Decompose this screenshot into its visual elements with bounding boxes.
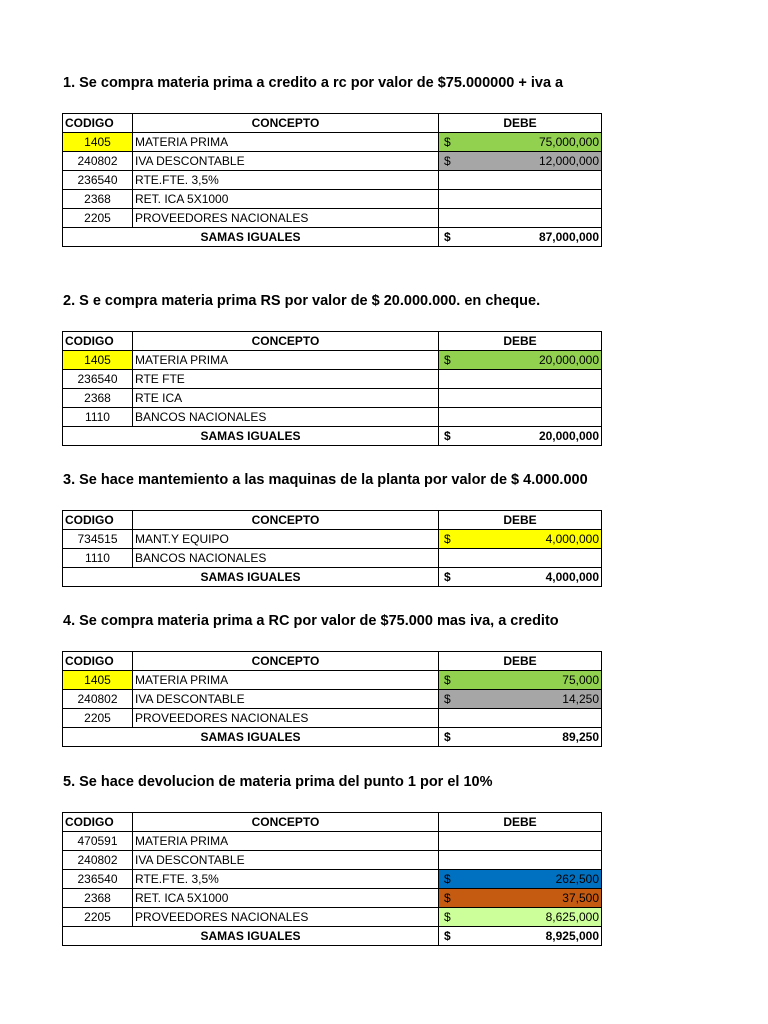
- code-cell[interactable]: 240802: [63, 152, 133, 171]
- total-cell[interactable]: [439, 228, 602, 247]
- debe-cell[interactable]: [439, 209, 602, 228]
- table-header-row: [63, 114, 602, 133]
- table-header-row: [63, 813, 602, 832]
- debe-cell[interactable]: [439, 889, 602, 908]
- concept-cell[interactable]: MATERIA PRIMA: [133, 832, 439, 851]
- concept-cell[interactable]: RET. ICA 5X1000: [133, 889, 439, 908]
- ledger-table-5: [62, 812, 602, 946]
- code-cell[interactable]: 1110: [63, 408, 133, 427]
- currency-symbol: $: [444, 570, 451, 584]
- table-header-row: [63, 652, 602, 671]
- debe-value: 8,625,000: [545, 910, 599, 924]
- header-codigo[interactable]: CODIGO: [63, 114, 133, 133]
- debe-value: 262,500: [555, 872, 599, 886]
- table-row: [63, 133, 602, 152]
- sum-label[interactable]: SAMAS IGUALES: [63, 927, 439, 946]
- table-row: [63, 709, 602, 728]
- table-row: [63, 171, 602, 190]
- table-row: [63, 832, 602, 851]
- code-cell[interactable]: 734515: [63, 530, 133, 549]
- ledger-table-2: [62, 331, 602, 446]
- total-row: [63, 228, 602, 247]
- total-row: [63, 927, 602, 946]
- debe-cell[interactable]: [439, 870, 602, 889]
- currency-symbol: $: [444, 673, 451, 687]
- code-cell[interactable]: 470591: [63, 832, 133, 851]
- concept-cell[interactable]: MANT.Y EQUIPO: [133, 530, 439, 549]
- sum-label[interactable]: SAMAS IGUALES: [63, 228, 439, 247]
- debe-cell[interactable]: [439, 671, 602, 690]
- currency-symbol: $: [444, 353, 451, 367]
- header-codigo[interactable]: CODIGO: [63, 652, 133, 671]
- debe-cell[interactable]: [439, 133, 602, 152]
- concept-cell[interactable]: MATERIA PRIMA: [133, 133, 439, 152]
- debe-cell[interactable]: [439, 530, 602, 549]
- header-codigo[interactable]: CODIGO: [63, 813, 133, 832]
- code-cell[interactable]: 1405: [63, 351, 133, 370]
- table-row: [63, 908, 602, 927]
- concept-cell[interactable]: MATERIA PRIMA: [133, 351, 439, 370]
- table-row: [63, 889, 602, 908]
- code-cell[interactable]: 1405: [63, 671, 133, 690]
- table-row: [63, 389, 602, 408]
- total-cell[interactable]: [439, 927, 602, 946]
- currency-symbol: $: [444, 872, 451, 886]
- total-row: [63, 568, 602, 587]
- table-row: [63, 530, 602, 549]
- concept-cell[interactable]: RTE.FTE. 3,5%: [133, 870, 439, 889]
- header-concepto[interactable]: CONCEPTO: [133, 652, 439, 671]
- header-debe[interactable]: DEBE: [439, 332, 602, 351]
- code-cell[interactable]: 2205: [63, 709, 133, 728]
- table-row: [63, 190, 602, 209]
- sum-label[interactable]: SAMAS IGUALES: [63, 568, 439, 587]
- total-row: [63, 728, 602, 747]
- table-row: [63, 870, 602, 889]
- table-row: [63, 408, 602, 427]
- header-concepto[interactable]: CONCEPTO: [133, 813, 439, 832]
- currency-symbol: $: [444, 230, 451, 244]
- header-debe[interactable]: DEBE: [439, 813, 602, 832]
- total-value: 4,000,000: [545, 570, 599, 584]
- debe-value: 4,000,000: [545, 532, 599, 546]
- debe-cell[interactable]: [439, 690, 602, 709]
- debe-value: 75,000,000: [538, 135, 599, 149]
- section-4-title: 4. Se compra materia prima a RC por valor de $75.000 mas iva, a credito: [63, 613, 559, 629]
- concept-cell[interactable]: BANCOS NACIONALES: [133, 408, 439, 427]
- code-cell[interactable]: 236540: [63, 370, 133, 389]
- concept-cell[interactable]: RTE.FTE. 3,5%: [133, 171, 439, 190]
- debe-cell[interactable]: [439, 908, 602, 927]
- code-cell[interactable]: 2368: [63, 389, 133, 408]
- section-3-title: 3. Se hace mantemiento a las maquinas de la planta por valor de $ 4.000.000: [63, 472, 588, 488]
- section-2-title: 2. S e compra materia prima RS por valor de $ 20.000.000. en cheque.: [63, 293, 541, 309]
- code-cell[interactable]: 236540: [63, 171, 133, 190]
- table-row: [63, 671, 602, 690]
- header-concepto[interactable]: CONCEPTO: [133, 332, 439, 351]
- concept-cell[interactable]: IVA DESCONTABLE: [133, 851, 439, 870]
- concept-cell[interactable]: PROVEEDORES NACIONALES: [133, 209, 439, 228]
- concept-cell[interactable]: IVA DESCONTABLE: [133, 152, 439, 171]
- currency-symbol: $: [444, 692, 451, 706]
- debe-value: 20,000,000: [538, 353, 599, 367]
- sum-label[interactable]: SAMAS IGUALES: [63, 427, 439, 446]
- concept-cell[interactable]: PROVEEDORES NACIONALES: [133, 908, 439, 927]
- code-cell[interactable]: 1110: [63, 549, 133, 568]
- debe-value: 37,500: [562, 891, 599, 905]
- debe-cell[interactable]: [439, 851, 602, 870]
- debe-cell[interactable]: [439, 351, 602, 370]
- table-row: [63, 549, 602, 568]
- currency-symbol: $: [444, 429, 451, 443]
- header-codigo[interactable]: CODIGO: [63, 332, 133, 351]
- currency-symbol: $: [444, 154, 451, 168]
- table-header-row: [63, 332, 602, 351]
- table-row: [63, 152, 602, 171]
- section-1-title: 1. Se compra materia prima a credito a rc por valor de $75.000000 + iva a: [63, 75, 564, 91]
- header-concepto[interactable]: CONCEPTO: [133, 511, 439, 530]
- header-debe[interactable]: DEBE: [439, 511, 602, 530]
- currency-symbol: $: [444, 135, 451, 149]
- table-row: [63, 351, 602, 370]
- concept-cell[interactable]: RET. ICA 5X1000: [133, 190, 439, 209]
- currency-symbol: $: [444, 929, 451, 943]
- code-cell[interactable]: 236540: [63, 870, 133, 889]
- code-cell[interactable]: 2368: [63, 889, 133, 908]
- currency-symbol: $: [444, 730, 451, 744]
- total-value: 87,000,000: [538, 230, 599, 244]
- table-row: [63, 851, 602, 870]
- debe-cell[interactable]: [439, 152, 602, 171]
- concept-cell[interactable]: PROVEEDORES NACIONALES: [133, 709, 439, 728]
- debe-value: 14,250: [562, 692, 599, 706]
- concept-cell[interactable]: MATERIA PRIMA: [133, 671, 439, 690]
- concept-cell[interactable]: BANCOS NACIONALES: [133, 549, 439, 568]
- code-cell[interactable]: 240802: [63, 690, 133, 709]
- debe-cell[interactable]: [439, 549, 602, 568]
- total-value: 89,250: [562, 730, 599, 744]
- header-codigo[interactable]: CODIGO: [63, 511, 133, 530]
- code-cell[interactable]: 2368: [63, 190, 133, 209]
- ledger-table-3: [62, 510, 602, 587]
- table-row: [63, 209, 602, 228]
- debe-value: 75,000: [562, 673, 599, 687]
- total-cell[interactable]: [439, 427, 602, 446]
- total-cell[interactable]: [439, 728, 602, 747]
- sum-label[interactable]: SAMAS IGUALES: [63, 728, 439, 747]
- total-value: 8,925,000: [545, 929, 599, 943]
- code-cell[interactable]: 240802: [63, 851, 133, 870]
- total-cell[interactable]: [439, 568, 602, 587]
- section-5-title: 5. Se hace devolucion de materia prima del punto 1 por el 10%: [63, 774, 493, 790]
- currency-symbol: $: [444, 532, 451, 546]
- ledger-table-1: [62, 113, 602, 247]
- header-debe[interactable]: DEBE: [439, 652, 602, 671]
- currency-symbol: $: [444, 891, 451, 905]
- debe-cell[interactable]: [439, 190, 602, 209]
- ledger-table-4: [62, 651, 602, 747]
- header-debe[interactable]: DEBE: [439, 114, 602, 133]
- table-row: [63, 370, 602, 389]
- concept-cell[interactable]: RTE ICA: [133, 389, 439, 408]
- table-header-row: [63, 511, 602, 530]
- code-cell[interactable]: 2205: [63, 908, 133, 927]
- debe-cell[interactable]: [439, 832, 602, 851]
- currency-symbol: $: [444, 910, 451, 924]
- debe-cell[interactable]: [439, 709, 602, 728]
- debe-cell[interactable]: [439, 408, 602, 427]
- concept-cell[interactable]: IVA DESCONTABLE: [133, 690, 439, 709]
- code-cell[interactable]: 1405: [63, 133, 133, 152]
- header-concepto[interactable]: CONCEPTO: [133, 114, 439, 133]
- table-row: [63, 690, 602, 709]
- code-cell[interactable]: 2205: [63, 209, 133, 228]
- debe-cell[interactable]: [439, 370, 602, 389]
- debe-value: 12,000,000: [538, 154, 599, 168]
- debe-cell[interactable]: [439, 389, 602, 408]
- concept-cell[interactable]: RTE FTE: [133, 370, 439, 389]
- total-value: 20,000,000: [538, 429, 599, 443]
- total-row: [63, 427, 602, 446]
- debe-cell[interactable]: [439, 171, 602, 190]
